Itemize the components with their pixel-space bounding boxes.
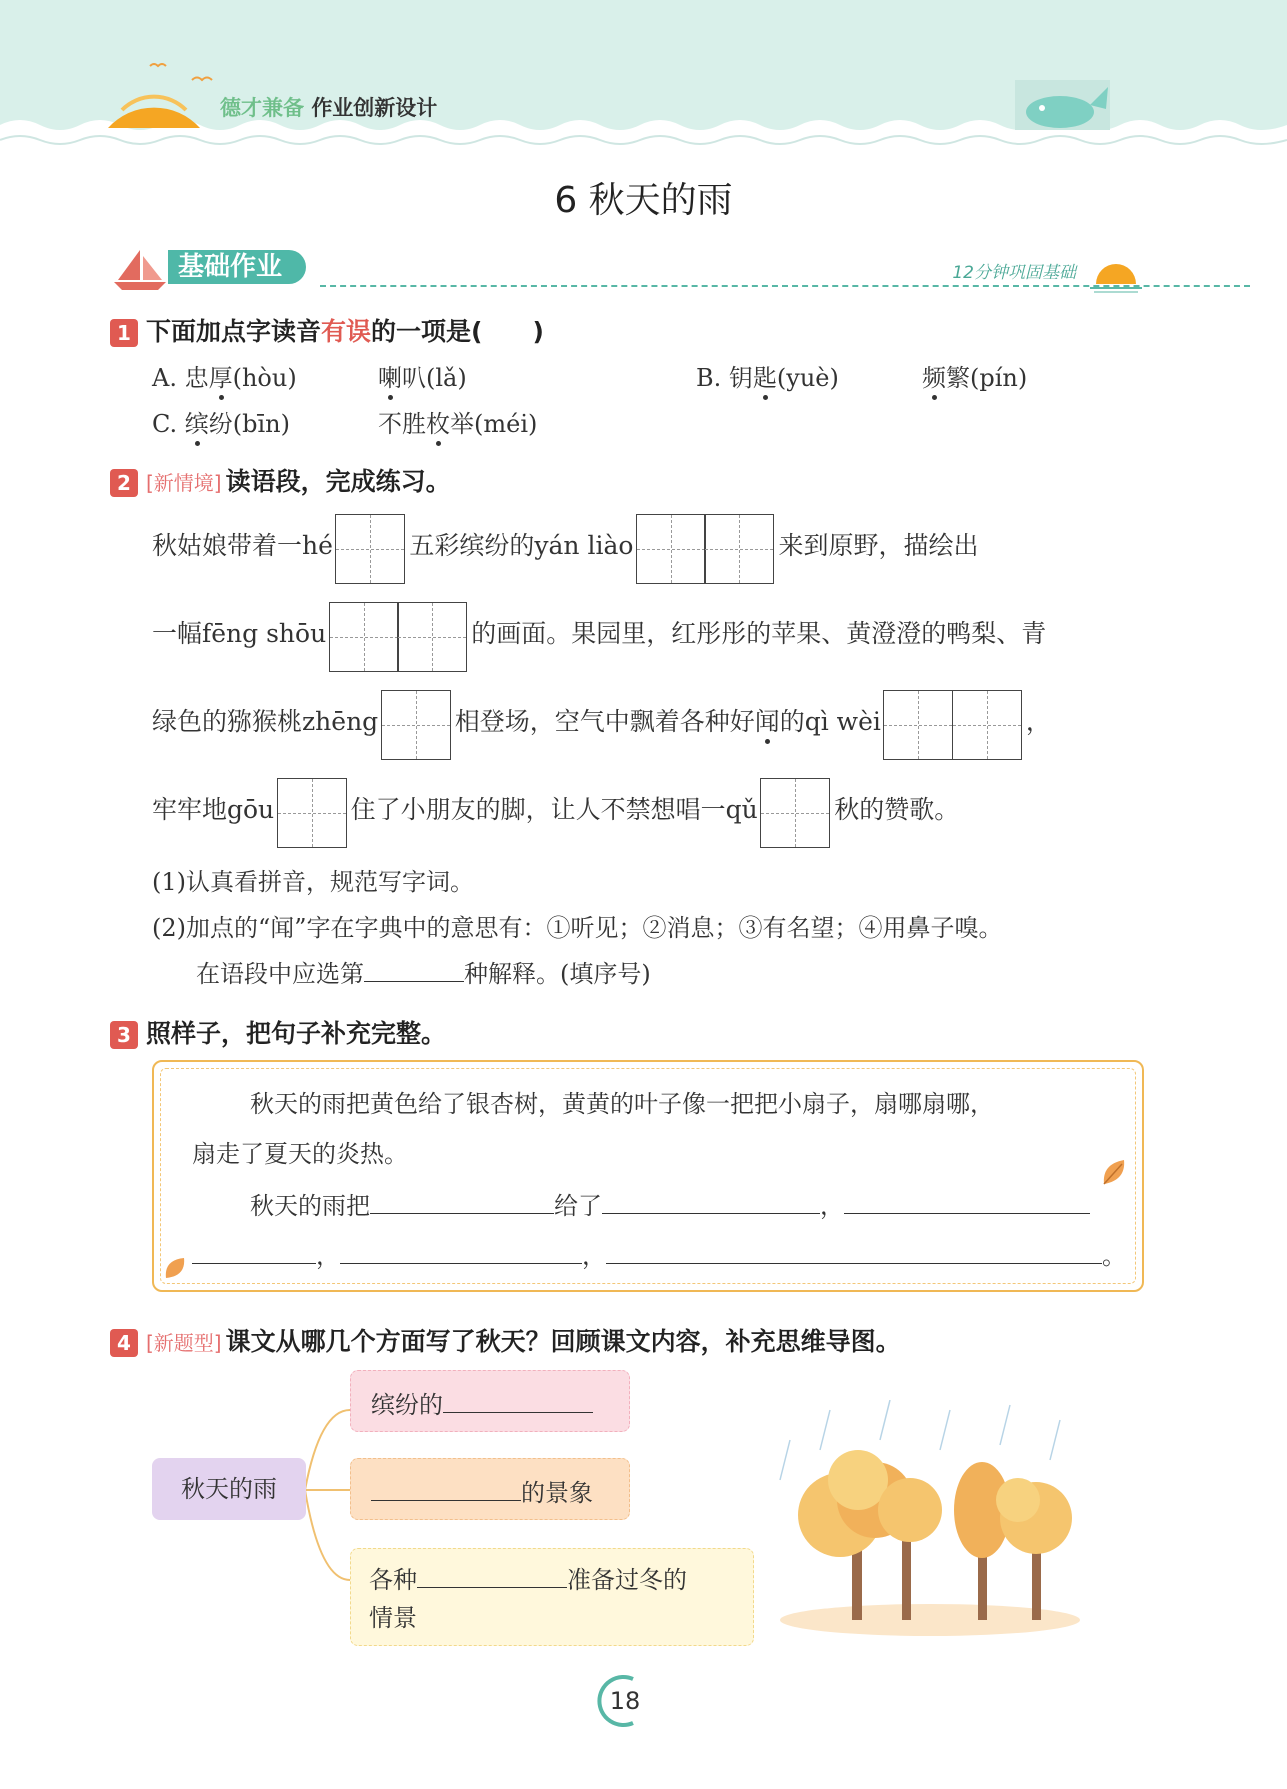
write-box-2char[interactable] — [885, 687, 1022, 760]
autumn-trees-illustration — [770, 1400, 1090, 1640]
passage-line-2: 一幅fēng shōu 的画面。果园里，红彤彤的苹果、黄澄澄的鸭梨、青 — [152, 598, 1046, 672]
passage-line-3: 绿色的猕猴桃zhēng 相登场，空气中飘着各种好闻的qì wèi ， — [152, 686, 1051, 760]
dotted-char: 闻 — [754, 707, 780, 736]
question-number: 1 — [110, 319, 138, 347]
question-text: 读语段，完成练习。 — [225, 467, 451, 496]
example-box — [152, 1060, 1144, 1292]
sun-icon — [108, 97, 200, 128]
option-b1: B. 钥匙(yuè) — [696, 364, 839, 392]
fill-line-2: ， ， 。 — [192, 1236, 1126, 1271]
write-box-1char[interactable] — [278, 775, 347, 848]
question-4 — [110, 1322, 901, 1358]
question-text: 课文从哪几个方面写了秋天？回顾课文内容，补充思维导图。 — [225, 1327, 901, 1356]
answer-blank[interactable] — [371, 1478, 521, 1501]
question-tag: [新情境] — [146, 471, 222, 495]
answer-blank[interactable] — [602, 1191, 820, 1214]
section-title: 基础作业 — [168, 250, 306, 284]
dotted-char: 枚 — [426, 410, 450, 438]
answer-blank[interactable] — [844, 1191, 1090, 1214]
lesson-title: 6 秋天的雨 — [554, 180, 733, 221]
write-box-1char[interactable] — [337, 511, 406, 584]
option-a2: 喇叭(lǎ) — [378, 364, 467, 392]
question-1 — [110, 312, 544, 348]
header-decoration — [0, 0, 1287, 150]
question-number: 4 — [110, 1329, 138, 1357]
section-note: 12分钟巩固基础 — [952, 263, 1076, 283]
page-number: 18 — [609, 1687, 641, 1715]
dotted-char: 匙 — [752, 364, 777, 392]
mindmap-branch-1: 缤纷的 — [350, 1370, 630, 1432]
answer-blank[interactable] — [417, 1565, 567, 1588]
bird-icon — [192, 78, 212, 81]
option-a1: A. 忠厚(hòu) — [152, 364, 297, 392]
mindmap-branch-3: 各种 准备过冬的 情景 — [350, 1548, 754, 1646]
question-number: 2 — [110, 469, 138, 497]
leaf-icon — [1096, 1154, 1136, 1194]
bird-icon — [150, 64, 166, 66]
tree-icon — [878, 1478, 942, 1620]
write-box-1char[interactable] — [382, 687, 451, 760]
question-3 — [110, 1014, 446, 1050]
fill-line-1: 秋天的雨把 给了 ， — [250, 1186, 1090, 1221]
option-c1: C. 缤纷(bīn) — [152, 410, 290, 438]
answer-blank[interactable] — [364, 959, 464, 982]
subquestion-1: (1)认真看拼音，规范写字词。 — [152, 868, 474, 896]
question-text-end: 的一项是( ) — [371, 317, 544, 346]
question-text: 下面加点字读音 — [146, 317, 322, 346]
subquestion-2: (2)加点的“闻”字在字典中的意思有：①听见；②消息；③有名望；④用鼻子嗅。 — [152, 914, 1003, 942]
dotted-char: 喇 — [378, 364, 402, 392]
option-b2: 频繁(pín) — [922, 364, 1028, 392]
subquestion-2-answer: 在语段中应选第 种解释。(填序号) — [196, 960, 651, 988]
dotted-char: 缤 — [184, 410, 209, 438]
sailboat-icon — [110, 246, 170, 292]
dotted-char: 厚 — [208, 364, 233, 392]
section-header — [110, 246, 1146, 292]
answer-blank[interactable] — [606, 1241, 1102, 1264]
brand-title — [220, 92, 437, 122]
question-number: 3 — [110, 1021, 138, 1049]
option-c2: 不胜枚举(méi) — [378, 410, 538, 438]
leaf-icon — [160, 1252, 196, 1288]
example-sentence-1: 秋天的雨把黄色给了银杏树，黄黄的叶子像一把把小扇子，扇哪扇哪， — [250, 1090, 994, 1118]
write-box-2char[interactable] — [637, 511, 774, 584]
question-2 — [110, 462, 451, 498]
question-emphasis: 有误 — [321, 317, 372, 346]
answer-blank[interactable] — [443, 1390, 593, 1413]
write-box-1char[interactable] — [762, 775, 831, 848]
brand-subtitle: 作业创新设计 — [311, 96, 438, 120]
answer-blank[interactable] — [340, 1241, 582, 1264]
tree-icon — [996, 1478, 1072, 1620]
passage-line-4: 牢牢地gōu 住了小朋友的脚，让人不禁想唱一qǔ 秋的赞歌。 — [152, 774, 959, 848]
mindmap-root: 秋天的雨 — [152, 1458, 306, 1520]
dotted-char: 频 — [922, 364, 946, 392]
question-tag: [新题型] — [146, 1331, 222, 1355]
brand-name: 德才兼备 — [220, 96, 304, 120]
page-header — [0, 0, 1287, 150]
sun-icon — [1086, 254, 1146, 294]
write-box-2char[interactable] — [330, 599, 467, 672]
answer-blank[interactable] — [370, 1191, 554, 1214]
mindmap-branch-2: 的景象 — [350, 1458, 630, 1520]
question-text: 照样子，把句子补充完整。 — [146, 1019, 447, 1048]
answer-blank[interactable] — [192, 1241, 316, 1264]
example-sentence-2: 扇走了夏天的炎热。 — [192, 1140, 408, 1168]
passage-line-1: 秋姑娘带着一hé 五彩缤纷的yán liào 来到原野，描绘出 — [152, 510, 978, 584]
